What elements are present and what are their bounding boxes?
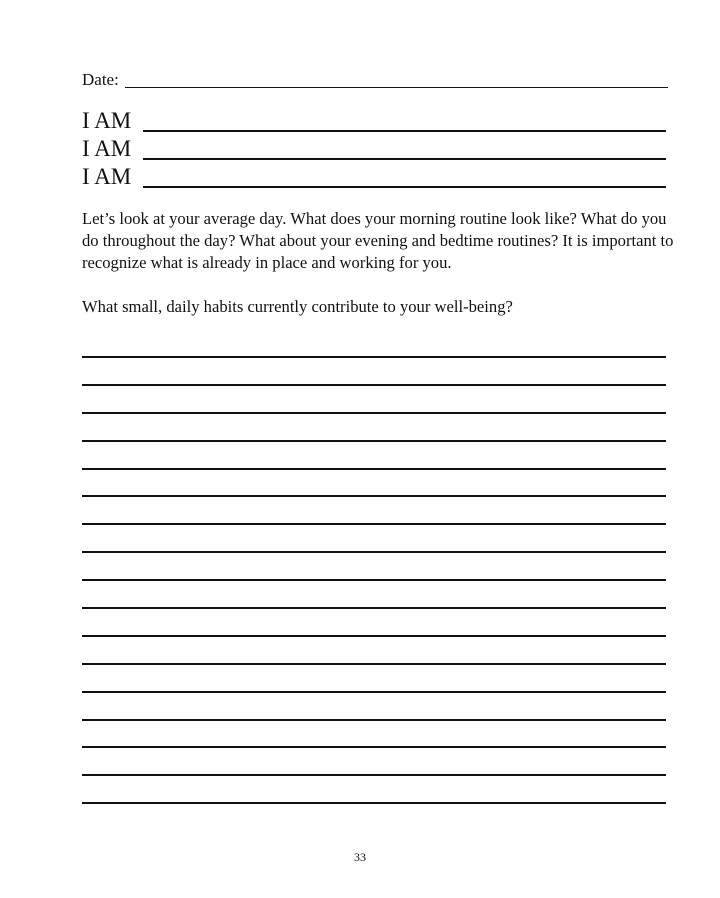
writing-line[interactable] [82,635,666,637]
writing-line[interactable] [82,384,666,386]
writing-line[interactable] [82,495,666,497]
date-label: Date: [82,70,119,89]
affirmation-row[interactable] [82,162,666,190]
writing-line[interactable] [82,746,666,748]
affirmation-label: I AM [82,164,132,189]
affirmation-row[interactable] [82,106,666,134]
page-number: 33 [354,850,366,864]
writing-line[interactable] [82,440,666,442]
writing-line[interactable] [82,663,666,665]
writing-line[interactable] [82,468,666,470]
date-field[interactable] [82,68,668,90]
intro-paragraph: Let’s look at your average day. What does your morning routine look like? What do you do throughout the day? What about your evening and bedtime routines? It is important to recognize what is already in place and working for you. [82,209,674,272]
writing-line[interactable] [82,579,666,581]
writing-line[interactable] [82,523,666,525]
affirmation-row[interactable] [82,134,666,162]
writing-line[interactable] [82,551,666,553]
affirmation-label: I AM [82,108,132,133]
writing-area[interactable] [82,356,666,830]
affirmation-write-line[interactable] [143,158,666,160]
writing-line[interactable] [82,412,666,414]
writing-line[interactable] [82,356,666,358]
affirmation-label: I AM [82,136,132,161]
affirmation-write-line[interactable] [143,186,666,188]
writing-line[interactable] [82,802,666,804]
prompt-question: What small, daily habits currently contribute to your well-being? [82,297,513,316]
affirmation-write-line[interactable] [143,130,666,132]
writing-line[interactable] [82,607,666,609]
date-write-line[interactable] [125,87,668,88]
writing-line[interactable] [82,691,666,693]
writing-line[interactable] [82,774,666,776]
writing-line[interactable] [82,719,666,721]
